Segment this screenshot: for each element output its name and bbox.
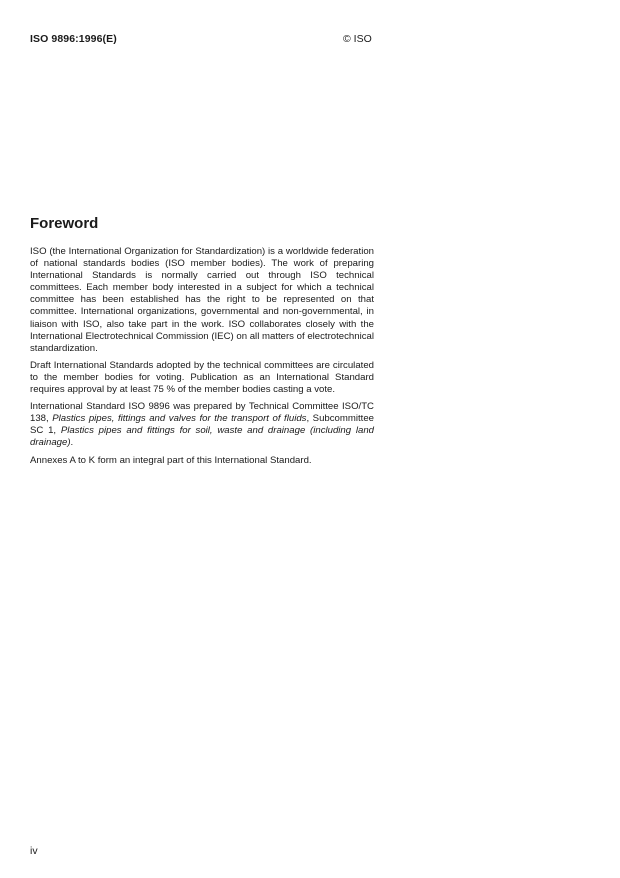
subcommittee-title: Plastics pipes and fittings for soil, waste and drainage (including land drainage) — [30, 425, 374, 449]
preparation-text-3: . — [70, 437, 74, 449]
paragraph-annexes: Annexes A to K form an integral part of this International Standard. — [30, 454, 312, 466]
preparation-text-1: International Standard ISO 9896 was prepared by Technical Committee ISO/TC 138, — [30, 401, 374, 425]
committee-title: Plastics pipes, fittings and valves for the transport of fluids — [52, 413, 307, 425]
section-title: Foreword — [30, 215, 99, 232]
page-number: iv — [30, 845, 38, 857]
paragraph-iso-overview: ISO (the International Organization for Standardization) is a worldwide federation of national standards bodies (ISO member bodies). The work of preparing International Standards is normally carried out through ISO technical committees. Each member body interested in a subject for which a technical committee has been established has the right to be represented on that committee. International organizations, governmental and non-governmental, in liaison with ISO, also take part in the work. ISO collaborates closely with the International Electrotechnical Commission (IEC) on all matters of electrotechnical standardization. — [30, 246, 374, 354]
paragraph-voting: Draft International Standards adopted by the technical committees are circulated to the member bodies for voting. Publication as an International Standard requires approval by at least 75 % of the member bodies casting a vote. — [30, 359, 374, 396]
document-id: ISO 9896:1996(E) — [30, 33, 117, 45]
copyright-notice: © ISO — [343, 33, 372, 45]
foreword-body — [30, 246, 374, 472]
paragraph-preparation — [30, 401, 374, 449]
preparation-text-2: , Subcommittee SC 1, — [30, 413, 374, 437]
